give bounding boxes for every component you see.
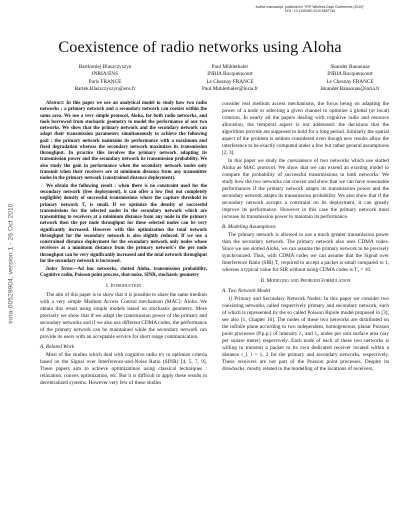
body-paragraph-3: The primary network is allowed to use a much greater transmission power than the secondary network. The primary network also uses CDMA codes. Since we use slotted Aloha, we can assume the primary network to be precisely synchronized. Thus, with CDMA codes we can assume that the Signal over Interference Ratio (SIR) T₁ required to accept a packet is small compared to 1, whereas a typical value for SIR without using CDMA codes is T₂ = 10.: [222, 232, 389, 274]
archive-side-stamp: [4, 130, 14, 400]
subsection-heading-two-network-model: A. Two Network Model: [222, 288, 271, 295]
abstract: [40, 101, 207, 182]
author-name: Paul Mühlethaler: [211, 64, 249, 70]
left-column: [40, 101, 207, 388]
publication-note-doi: DOI : 10.1109/WD.2010.5657746: [284, 9, 336, 14]
author-3: [290, 64, 400, 93]
author-1: [46, 64, 164, 93]
related-work-paragraph: Most of the studies which deal with cognitive radio try to optimize criteria based on the Signal over Interference-and-Noise Ratio (SINR) [4, 5, 7, 9]. These papers aim to achieve optimizations using classical techniques : relaxation, convex optimization, etc. But it is difficult to apply these results in decentralized systems. However very few of these studies: [40, 351, 207, 386]
paper-title: Coexistence of radio networks using Aloha: [58, 38, 342, 56]
author-email: Bartek.Blaszczyszyn@ens.fr: [74, 85, 136, 92]
abstract-paragraph-2: We obtain the following result : when there is no constraint used for the secondary network (free deployment), it can offer a low (but not completely negligible) density of successful transmissions where the capture threshold in primary network T₁ is small. If we optimize the density of successful transmissions for the selected nodes in the secondary network which are transmitting to receivers at a minimum distance from any node in the primary network then the per node throughput for these selected nodes can be very significantly increased. However with this optimization the total network throughput for the secondary network is also slightly reduced. If we use a constrained distance deployment for the secondary network only nodes whose receivers at a minimum distance from the primary network's the per node throughput can be very significantly increased and the total network throughput for the secondary network is increased.: [40, 183, 207, 264]
intro-paragraph: The aim of this paper is to show that it is possible to share the same medium with a very simple Medium Access Control mechanism (MAC): Aloha. We obtain this result using simple models based on stochastic geometry. More precisely we show that if we adapt the transmission power of the primary and secondary networks and if we also use different CDMA codes, the performance of the primary network can be maintained while the secondary network can provide its users with an acceptable service for short range communication.: [40, 291, 207, 340]
index-terms: [40, 267, 207, 280]
subsection-heading-related-work: A. Related Work: [40, 343, 75, 350]
author-email: Paul.Muhlethaler@inria.fr: [201, 85, 259, 92]
right-column: [222, 101, 389, 374]
publication-note: [230, 5, 390, 13]
body-paragraph-4: 1) Primary and Secondary Network Nodes: In this paper we consider two coexisting networks called respectively primary and secondary network, each of which is represented by the so called Poisson Bipole model proposed in [3]; see also [1, Chapter 16]. The nodes of these two networks are distributed on the infinite plane according to two independent, homogeneous, planar Poisson point processes (P.p.p.) of intensity λ₁ and λ₂ nodes per unit surface area (say per square meter) respectively. Each node of each of these two networks is willing to transmit a packet to its own dedicated receiver located within a distance r_i, i = 1, 2 for the primary and secondary networks, respectively. These receivers are not part of the Poisson point processes. Despite its drawbacks, mostly related to the modelling of the locations of receivers,: [222, 296, 389, 372]
author-city: Paris FRANCE: [88, 78, 122, 85]
author-city: Le Chesnay FRANCE: [206, 78, 254, 85]
body-paragraph-2: In this paper we study the coexistence of two networks which use slotted Aloha as MAC protocol. We show that we can extend an existing model to compute the probability of successful transmissions in both networks. We study how the two networks can coexist and show that we can have reasonable performances if the primary network adapts its transmission power and the secondary network adapts its transmission probability. We also show that if the secondary network accepts a constraint on its deployment, it can greatly improve its performance. However in this case the primary network must increase its transmission power to maintain its performance.: [222, 158, 389, 221]
section-heading-introduction: I. Introduction: [106, 283, 141, 289]
abstract-text: In this paper we use an analytical model to study how two radio networks : a primary network and a secondary network can coexist within the same area. We use a very simple protocol, Aloha, for both radio networks, and tools borrowed from stochastic geometry to model the performance of our two networks. We show that the primary network and the secondary network can adapt their transmission parameters simultaneously to achieve the following goal : the primary network maintains its performance with a maximum and fixed degradation whereas the secondary network maximizes its transmission throughput. In practice this involves the primary network adapting its transmission power and the secondary network its transmission probability. We also study the gain in performance when the secondary network nodes only transmit when their receivers are at minimum distance from any transmitter nodes in the primary network (constrained distance deployment).: [40, 101, 207, 181]
author-email: Iskander.Banaouas@inria.fr: [320, 85, 380, 92]
author-affiliation: INRIA/ENS: [91, 71, 119, 78]
section-heading-modeling: II. Modeling and Problem Formulation: [260, 278, 351, 285]
abstract-label: Abstract:: [46, 101, 65, 106]
author-city: Le Chesnay FRANCE: [326, 78, 374, 85]
author-name: Skander Banaouas: [330, 64, 370, 70]
index-terms-label: Index Terms: [46, 266, 73, 272]
author-2: [174, 64, 286, 93]
publication-note-line1: Author manuscript, published in "IFIP Wireless Days Conference (2010)": [255, 5, 365, 9]
author-block: [46, 64, 380, 104]
author-affiliation: INRIA Rocquencourt: [207, 71, 253, 78]
author-name: Bartlomiej Blaszczyszyn: [78, 64, 132, 70]
index-terms-text: —Ad hoc networks, slotted Aloha, transmission probability, Cognitive radio, Poisson point process, shot-noise, SINR, stochastic geometry: [40, 266, 207, 278]
author-affiliation: INRIA Rocquencourt: [327, 71, 373, 78]
archive-stamp-text: inria-00529904, version 1 - 26 Oct 2010: [7, 203, 15, 324]
subsection-heading-modeling-assumptions: B. Modeling Assumptions: [222, 224, 276, 231]
body-paragraph-1: consider real medium access mechanisms, the focus being on adapting the power of a node or selecting a given channel to optimize a global (or local) criterion. In nearly all the papers dealing with cognitive radio and resource allocation, the temporal aspect is not addressed: the decisions that the algorithms provide are supposed to hold for a long period. Similarly the spatial aspect of the problem is seldom considered even though new results allow the interference to be exactly computed under a few but rather general assumptions [2, 3].: [222, 101, 389, 156]
